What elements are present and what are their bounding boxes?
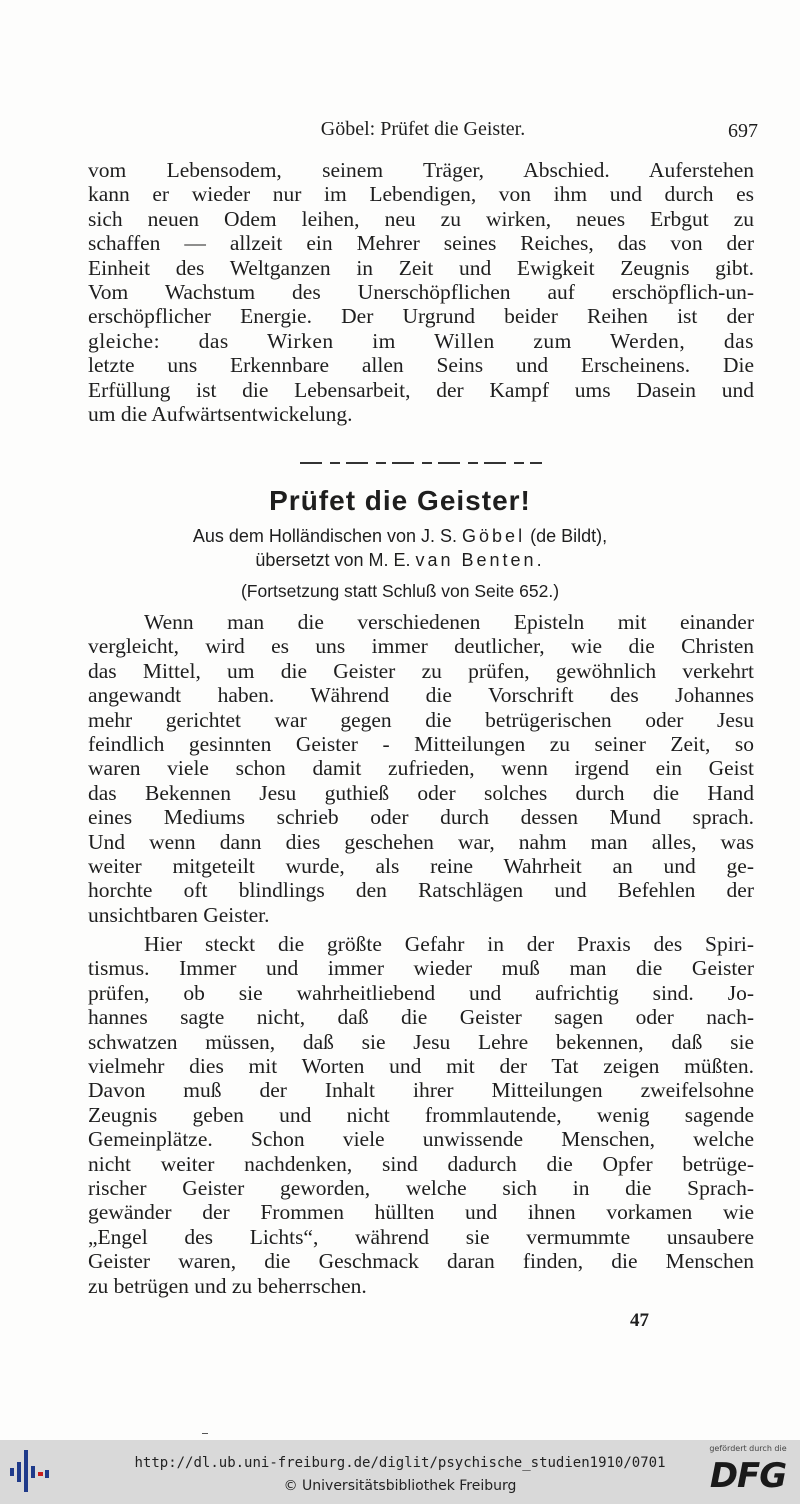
text-line: sich neuen Odem leihen, neu zu wirken, neues Erbgut zu — [88, 206, 754, 231]
text-line: hannes sagte nicht, daß die Geister sagen oder nach- — [88, 1005, 754, 1030]
text-line: unsichtbaren Geister. — [88, 902, 270, 927]
continuation-note: (Fortsetzung statt Schluß von Seite 652.) — [240, 581, 560, 601]
text-line: Wenn man die verschiedenen Episteln mit einander — [144, 610, 754, 634]
text-line: Erfüllung ist die Lebensarbeit, der Kampf ums Dasein und — [88, 377, 754, 402]
text-line: feindlich gesinnten Geister - Mitteilungen zu seiner Zeit, so — [88, 732, 754, 757]
text-line: eines Mediums schrieb oder durch dessen Mund sprach. — [88, 805, 754, 830]
text-line: vielmehr dies mit Worten und mit der Tat zeigen müßten. — [88, 1054, 754, 1079]
section-divider — [300, 462, 542, 464]
text-line: weiter mitgeteilt wurde, als reine Wahrheit an und ge- — [88, 854, 754, 879]
text-line: vergleicht, wird es uns immer deutlicher, wie die Christen — [88, 634, 754, 659]
text-line: gewänder der Frommen hüllten und ihnen vorkamen wie — [88, 1200, 754, 1225]
dfg-funding-note: gefördert durch die — [709, 1444, 787, 1453]
text-line: schaffen — allzeit ein Mehrer seines Reiches, das von der — [88, 231, 754, 256]
translator-prefix: übersetzt von M. E. — [255, 550, 416, 570]
text-line: Hier steckt die größte Gefahr in der Praxis des Spiri- — [144, 932, 754, 956]
text-line: horchte oft blindlings den Ratschlägen und Befehlen der — [88, 878, 754, 903]
text-line: das Bekennen Jesu guthieß oder solches durch die Hand — [88, 780, 754, 805]
paragraph-3 — [88, 932, 754, 1298]
signature-mark: 47 — [630, 1310, 649, 1331]
paragraph-2 — [88, 610, 754, 927]
text-line: tismus. Immer und immer wieder muß man die Geister — [88, 956, 754, 981]
copyright-notice: © Universitätsbibliothek Freiburg — [283, 1478, 517, 1494]
text-line: das Mittel, um die Geister zu prüfen, gewöhnlich verkehrt — [88, 658, 754, 683]
text-line: gleiche: das Wirken im Willen zum Werden, das — [88, 328, 754, 353]
translator-name: van Benten. — [415, 550, 545, 570]
viewer-footer — [0, 1440, 800, 1504]
article-title: Prüfet die Geister! — [269, 485, 531, 516]
text-line: „Engel des Lichts“, während sie vermummte unsaubere — [88, 1224, 754, 1249]
permalink[interactable]: http://dl.ub.uni-freiburg.de/diglit/psychische_studien1910/0701 — [134, 1455, 666, 1471]
text-line: letzte uns Erkennbare allen Seins und Erscheinens. Die — [88, 353, 754, 378]
text-line: Gemeinplätze. Schon viele unwissende Menschen, welche — [88, 1127, 754, 1152]
text-line: Zeugnis geben und nicht frommlautende, wenig sagende — [88, 1102, 754, 1127]
text-line: mehr gerichtet war gegen die betrügerischen oder Jesu — [88, 707, 754, 732]
article-byline — [0, 526, 800, 547]
text-line: um die Aufwärtsentwickelung. — [88, 402, 353, 427]
text-line: zu betrügen und zu beherrschen. — [88, 1273, 367, 1298]
scan-mark — [202, 1433, 208, 1434]
translator-line — [0, 550, 800, 571]
running-header — [88, 118, 758, 148]
text-line: Einheit des Weltganzen in Zeit und Ewigkeit Zeugnis gibt. — [88, 255, 754, 280]
text-line: Vom Wachstum des Unerschöpflichen auf erschöpflich-un- — [88, 280, 754, 305]
text-line: rischer Geister geworden, welche sich in die Sprach- — [88, 1176, 754, 1201]
page-number: 697 — [728, 120, 758, 142]
text-line: angewandt haben. Während die Vorschrift des Johannes — [88, 683, 754, 708]
dfg-badge — [704, 1444, 792, 1500]
byline-suffix: (de Bildt), — [525, 526, 608, 546]
text-line: schwatzen müssen, daß sie Jesu Lehre bekennen, daß sie — [88, 1029, 754, 1054]
text-line: prüfen, ob sie wahrheitliebend und aufrichtig sind. Jo- — [88, 980, 754, 1005]
text-line: Davon muß der Inhalt ihrer Mitteilungen zweifelsohne — [88, 1078, 754, 1103]
author-name: Göbel — [462, 526, 526, 546]
paragraph-1 — [88, 158, 754, 426]
text-line: vom Lebensodem, seinem Träger, Abschied. Auferstehen — [88, 158, 754, 182]
running-title: Göbel: Prüfet die Geister. — [320, 118, 526, 140]
text-line: waren viele schon damit zufrieden, wenn irgend ein Geist — [88, 756, 754, 781]
dfg-logo: DFG — [709, 1456, 787, 1496]
text-line: erschöpflicher Energie. Der Urgrund beider Reihen ist der — [88, 304, 754, 329]
text-line: Und wenn dann dies geschehen war, nahm man alles, was — [88, 829, 754, 854]
text-line: Geister waren, die Geschmack daran finden, die Menschen — [88, 1249, 754, 1274]
byline-prefix: Aus dem Holländischen von J. S. — [192, 526, 463, 546]
text-line: kann er wieder nur im Lebendigen, von ihm und durch es — [88, 182, 754, 207]
text-line: nicht weiter nachdenken, sind dadurch die Opfer betrüge- — [88, 1151, 754, 1176]
